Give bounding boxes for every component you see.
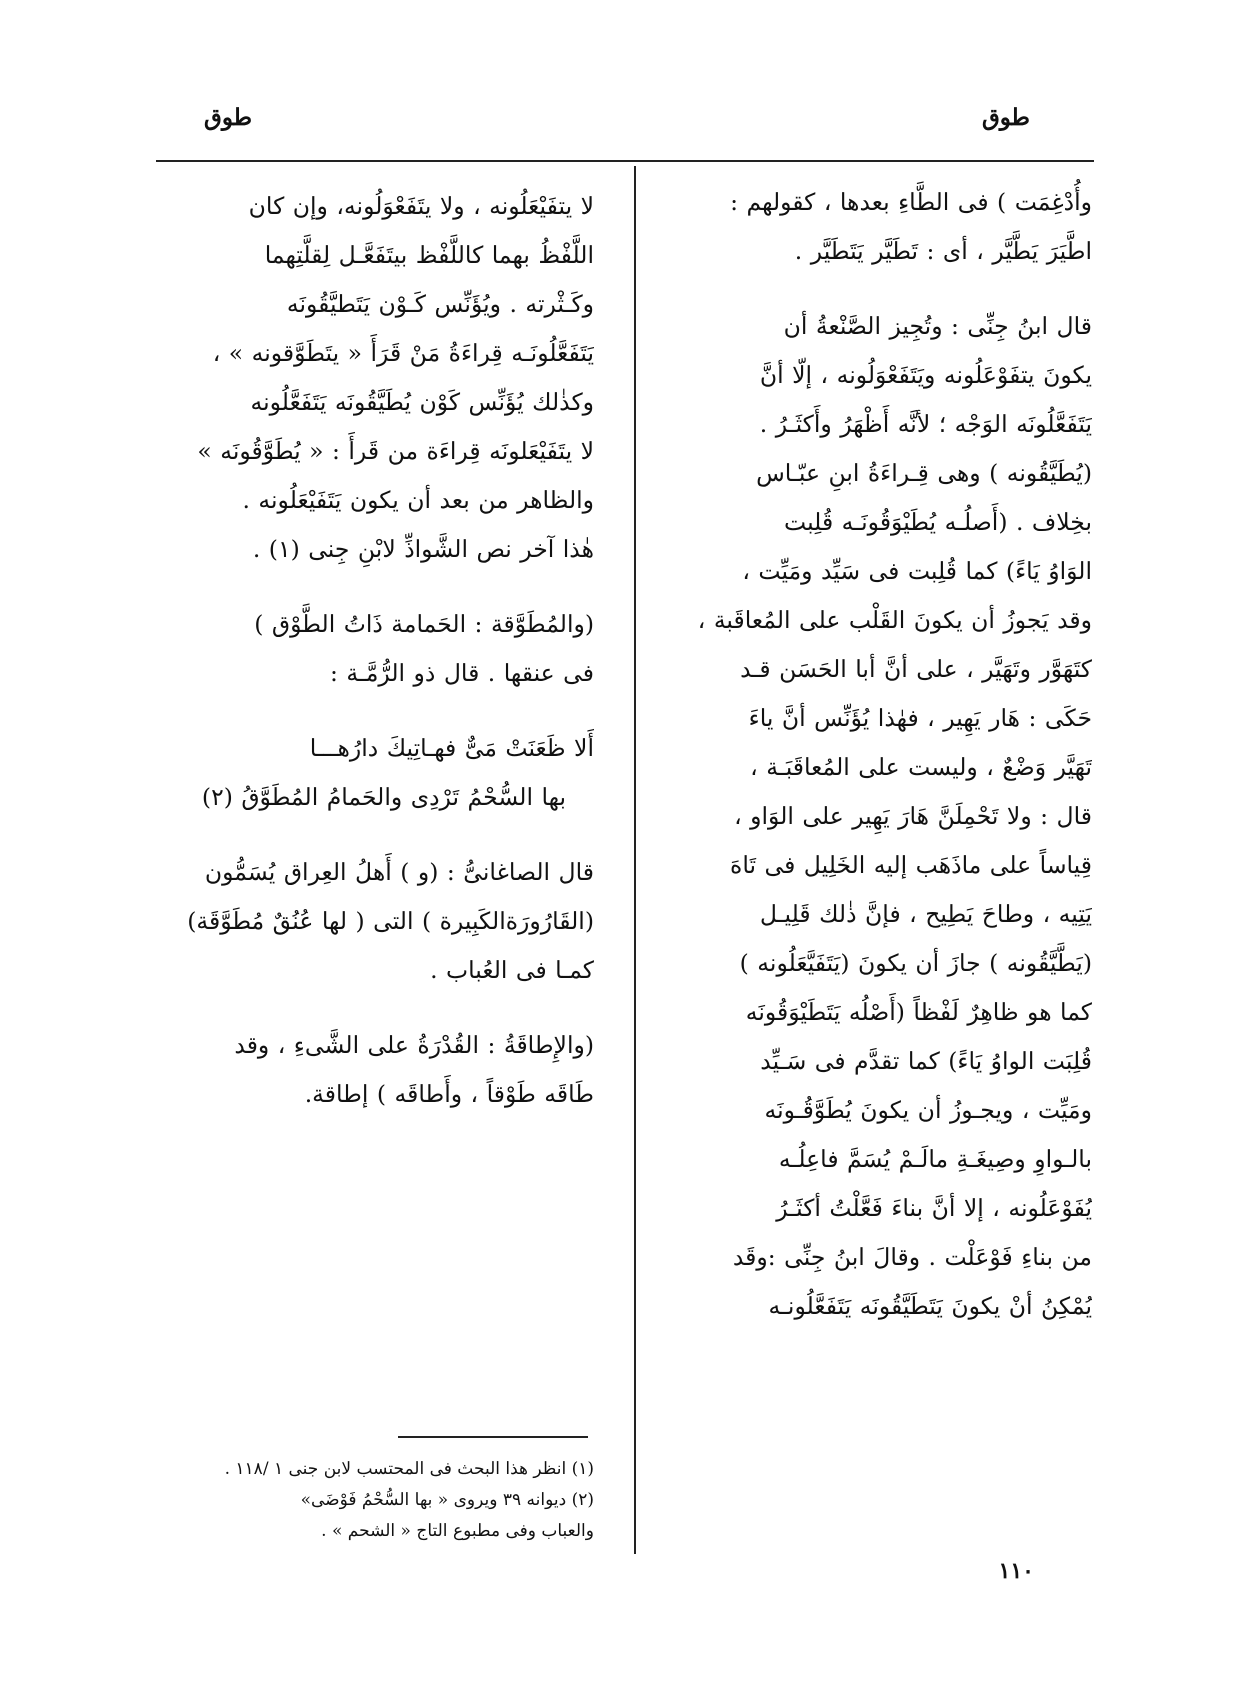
text-line: تَهَيَّر وَضْعٌ ، وليست على المُعاقَبَـة ، [750,753,1092,781]
text-line: فى عنقها . قال ذو الرُّمَّـة : [329,659,594,687]
text-line: بخِلاف . (أَصلُـه يُطَيْوَقُونَـه قُلِبت [784,508,1092,536]
paragraph-gap [156,995,594,1021]
text-line: يَتِيه ، وطاحَ يَطِيح ، فإنَّ ذٰلك قَلِيـل [759,900,1092,928]
text-line: طَاقَه طَوْقاً ، وأَطاقَه ) إطاقة. [304,1080,594,1108]
text-line: والظاهر من بعد أن يكون يَتَفَيْعَلُونه . [242,486,594,514]
paragraph-gap [156,822,594,848]
text-line: بالـواوِ وصِيغَـةِ مالَـمْ يُسَمَّ فاعِلُـه [778,1145,1092,1173]
footnotes [156,1454,594,1547]
text-line: لا يتفَيْعَلُونه ، ولا يتَفَعْوَلُونه، وإن كان [248,192,594,220]
text-line: يَتَفَعَّلُونَـه قِراءَةُ مَنْ قَرَأَ « يتَطَوَّقونه » ، [212,339,594,367]
paragraph-shawadh [156,182,594,574]
header-rule [156,160,1094,162]
text-line: كتَهَوَّر وتَهَيَّر ، على أنَّ أبا الحَسَن قـد [740,655,1092,683]
text-line: وكَـثْرته . ويُؤَنِّس كَـوْن يَتَطيَّقُونَه [286,290,594,318]
text-line: هٰذا آخر نص الشَّواذِّ لابْنِ جِنى (١) . [252,535,594,563]
text-line: (القَارُورَةالكَبِيرة ) التى ( لها عُنُقٌ مُطَوَّقَة) [187,907,594,935]
column-divider [634,166,636,1554]
text-line: قال الصاغانىُّ : (و ) أَهلُ العِراق يُسَمُّون [204,858,594,886]
right-column [664,178,1092,1331]
verse-hemistich-first: أَلا ظَعَنَتْ مَىٌّ فهـاتِيكَ دارُهـــا [309,734,594,762]
running-header-right: طوق [981,104,1030,131]
text-line: (والإِطاقَةُ : القُدْرَةُ على الشَّىءِ ، وقد [234,1031,594,1059]
text-line: قال : ولا تَحْمِلَنَّ هَارَ يَهِير على الوَاو ، [734,802,1092,830]
poetry-verse [156,724,594,822]
text-line: يَتَفَعَّلُونَه الوَجْه ؛ لأنَّه أَظْهَرُ وأَكثَـرُ . [759,410,1092,438]
text-line: يُمْكِنُ أنْ يكونَ يَتَطَيَّقُونَه يَتَفَعَّلُونـه [768,1292,1092,1320]
text-line: (يَطَّيَّقُونه ) جازَ أن يكونَ (يَتَفَيَّعَلُونه ) [739,949,1092,977]
text-line: قُلِبَت الواوُ يَاءً) كما تقدَّم فى سَـيِّد [760,1047,1092,1075]
verse-hemistich-second: بها السُّحْمُ تَرْدِى والحَمامُ المُطَوَّقُ (٢) [201,783,566,811]
left-column [156,182,594,1119]
text-line: الوَاوُ يَاءً) كما قُلِبت فى سَيِّد ومَيِّت ، [742,557,1092,585]
text-line: يُفَوْعَلُونه ، إلا أنَّ بناءَ فَعَّلْتُ أكثَـرُ [776,1194,1092,1222]
page-number: ١١٠ [998,1558,1034,1584]
text-line: لا يتَفَيْعَلونَه قِراءَة من قَرأَ : « يُطَوَّقُونَه » [197,437,594,465]
paragraph-gap [664,276,1092,302]
paragraph-itaqa [156,1021,594,1119]
text-line: اللَّفْظُ بهما كاللَّفْظ بيتَفَعَّـل لِقلَّتِهما [264,241,594,269]
text-line: (والمُطَوَّقة : الحَمامة ذَاتُ الطَّوْق ) [254,610,594,638]
paragraph-saghani [156,848,594,995]
text-line: وكذٰلك يُؤَنِّس كَوْن يُطَيَّقُونَه يَتَفَعَّلُونه [250,388,594,416]
paragraph-gap [156,574,594,600]
text-line: قِياساً على ماذَهَب إليه الخَلِيل فى تَاهَ [730,851,1092,879]
text-line: كمـا فى العُباب . [430,956,594,984]
footnote-1: (١) انظر هذا البحث فى المحتسب لابن جنى ١ /١١٨ . [224,1459,594,1479]
text-line: وقد يَجوزُ أن يكونَ القَلْب على المُعاقَبة ، [697,606,1092,634]
text-line: يكونَ يتفَوْعَلُونه ويَتَفَعْوَلُونه ، إلّا أنَّ [759,361,1092,389]
footnote-2-continued: والعباب وفى مطبوع التاج « الشحم » . [321,1521,594,1541]
footnote-2: (٢) ديوانه ٣٩ ويروى « بها السُّحْمُ فَوْضَى» [300,1490,594,1510]
text-line: ومَيِّت ، ويجـوزُ أن يكونَ يُطَوَّقُـونَه [764,1096,1092,1124]
text-line: (يُطَيَّقُونه ) وهى قِـراءَةُ ابنِ عبّـاس [756,459,1092,487]
text-line: اطَّيَرَ يَطَّيَّر ، أى : تَطَيَّر يَتَطَيَّر . [794,237,1092,265]
text-line: حَكَى : هَار يَهِير ، فهٰذا يُؤَنِّس أنَّ ياءَ [748,704,1092,732]
text-line: كما هو ظاهِرٌ لَفْظاً (أَصْلُه يَتَطَيْوَقُونَه [745,998,1092,1026]
running-header-left: طوق [204,104,253,131]
paragraph-gap [156,698,594,724]
footnote-rule [398,1436,588,1438]
paragraph-mutawwaqa [156,600,594,698]
text-line: من بناءِ فَوْعَلْت . وقالَ ابنُ جِنِّى :وقَد [732,1243,1092,1271]
text-line: قال ابنُ جِنِّى : وتُجِيز الصَّنْعةُ أن [783,312,1092,340]
text-line: وأُدْغِمَت ) فى الطَّاءِ بعدها ، كقولهم : [730,188,1092,216]
